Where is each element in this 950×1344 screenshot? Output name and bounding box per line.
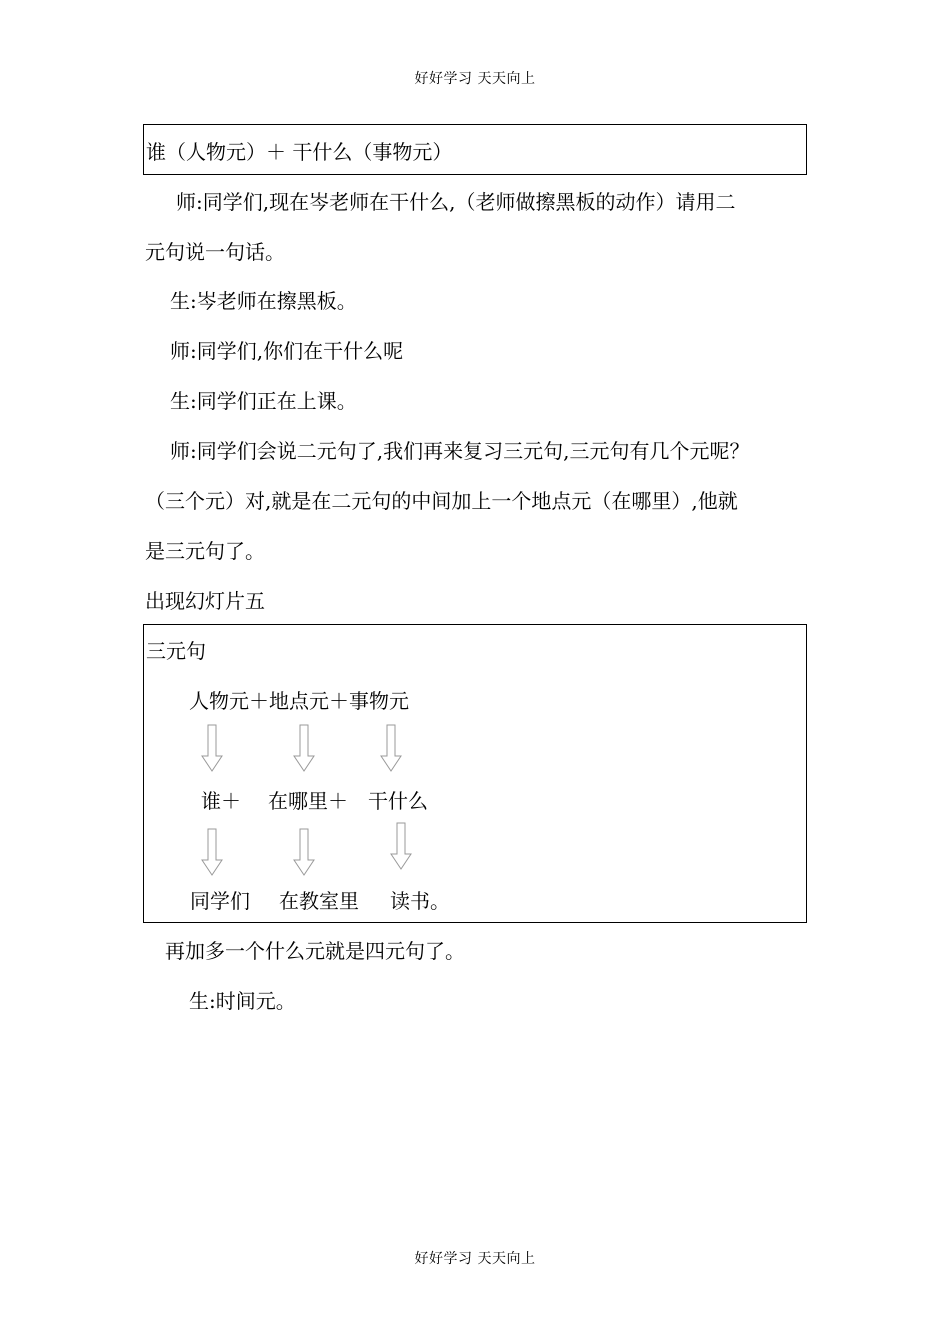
slide-title: 三元句 [146,639,206,663]
paragraph-after-1: 再加多一个什么元就是四元句了。 [165,939,465,963]
paragraph-4: 生:同学们正在上课。 [170,389,357,413]
slide-row3-who: 同学们 [190,889,250,913]
down-arrow-icon [380,724,402,772]
slide-row2-who: 谁＋ [201,789,241,813]
page-footer: 好好学习 天天向上 [414,1251,536,1267]
paragraph-after-2: 生:时间元。 [189,989,296,1013]
slide-row2-where: 在哪里＋ [268,789,348,813]
paragraph-5-end: 是三元句了。 [145,539,265,563]
paragraph-1-cont: 元句说一句话。 [145,240,285,264]
down-arrow-icon [293,828,315,876]
down-arrow-icon [201,724,223,772]
slide-box-three-element [143,624,807,923]
paragraph-1: 师:同学们,现在岑老师在干什么,（老师做擦黑板的动作）请用二 [176,190,736,214]
page-header: 好好学习 天天向上 [414,71,536,87]
down-arrow-icon [201,828,223,876]
slide-row3-where: 在教室里 [279,889,359,913]
slide-row2-what: 干什么 [368,789,428,813]
down-arrow-icon [293,724,315,772]
down-arrow-icon [390,822,412,870]
paragraph-2: 生:岑老师在擦黑板。 [170,289,357,313]
two-element-formula: 谁（人物元）＋ 干什么（事物元） [146,140,453,164]
slide-formula: 人物元＋地点元＋事物元 [189,689,409,713]
slide-caption: 出现幻灯片五 [145,589,265,613]
paragraph-3: 师:同学们,你们在干什么呢 [170,339,404,363]
paragraph-5: 师:同学们会说二元句了,我们再来复习三元句,三元句有几个元呢？ [170,439,750,463]
slide-row3-what: 读书。 [390,889,450,913]
paragraph-5-cont: （三个元）对,就是在二元句的中间加上一个地点元（在哪里）,他就 [145,489,738,513]
